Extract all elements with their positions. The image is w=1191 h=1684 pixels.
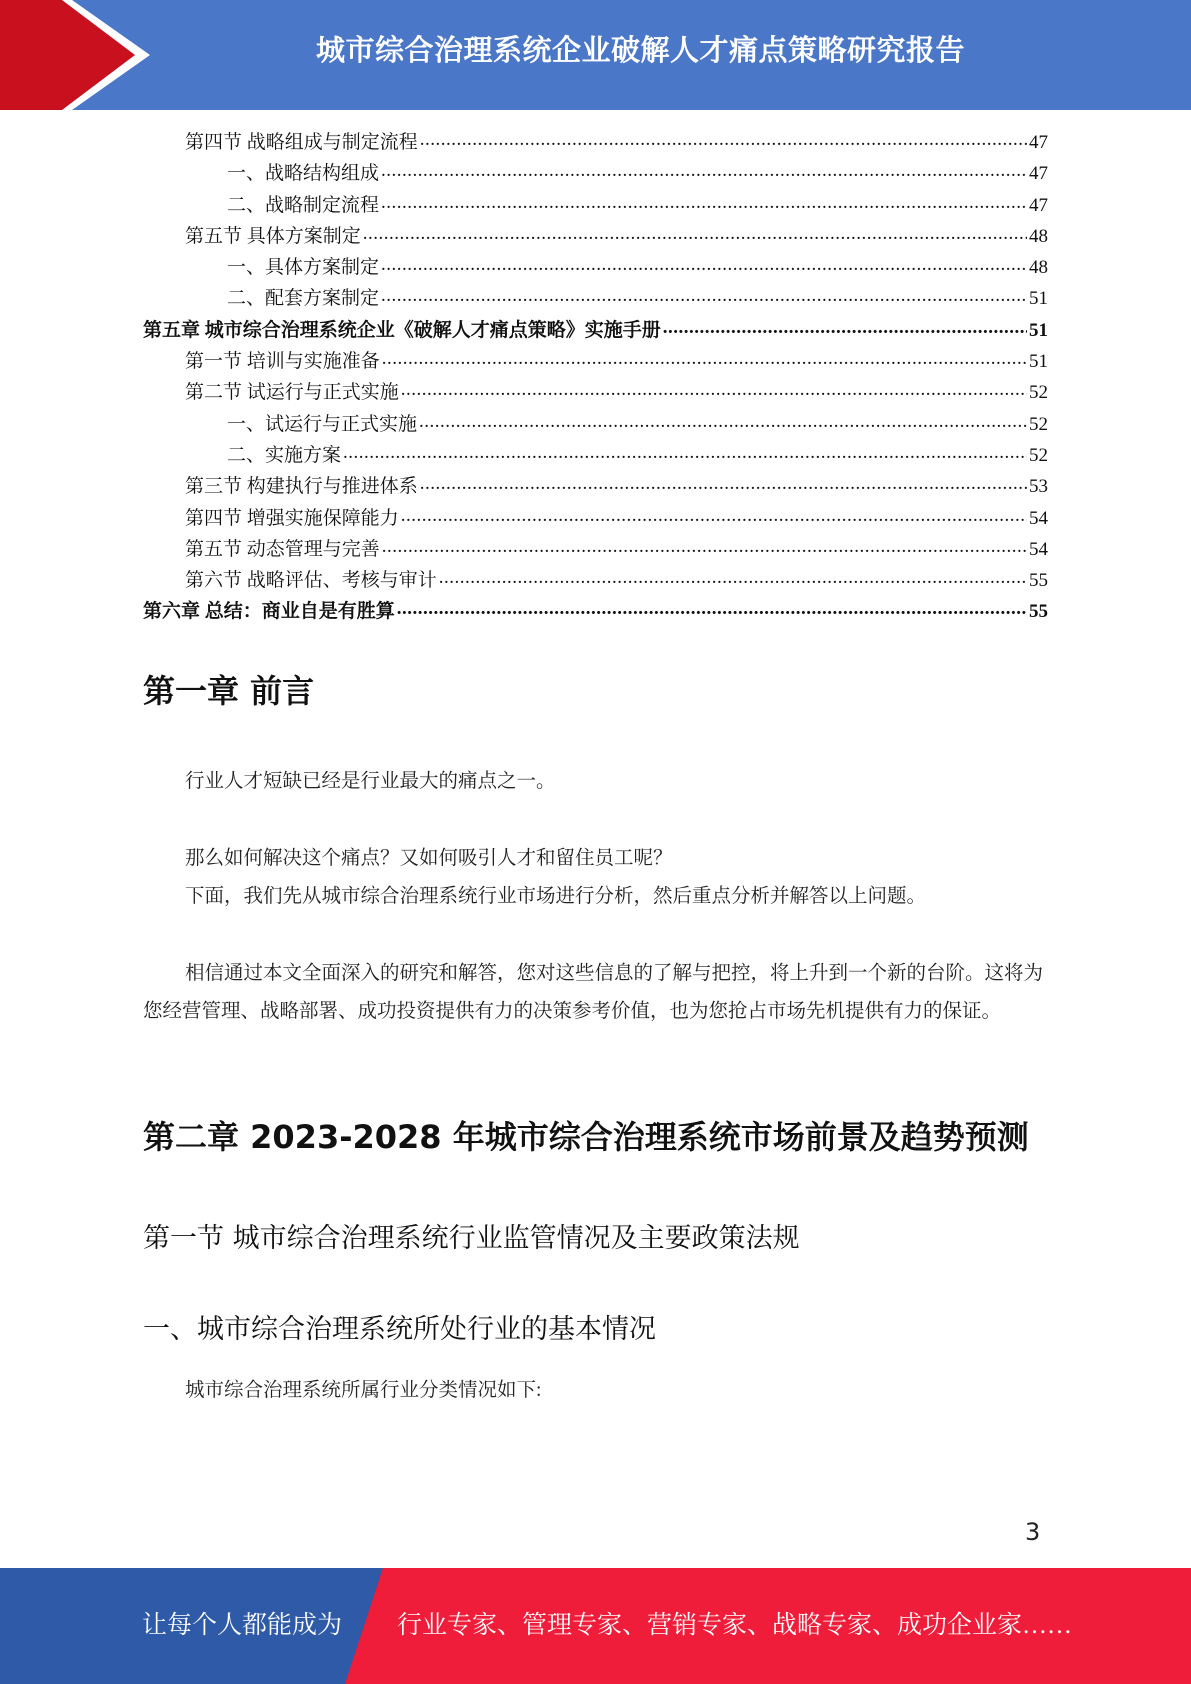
toc-entry-title: 第一节 培训与实施准备 [185, 351, 380, 373]
toc-entry[interactable] [143, 346, 1048, 377]
toc-dot-leader [381, 187, 1027, 218]
toc-entry[interactable] [143, 440, 1048, 471]
chapter-1-paragraph-4: 相信通过本文全面深入的研究和解答，您对这些信息的了解与把控，将上升到一个新的台阶。这将为您经营管理、战略部署、成功投资提供有力的决策参考价值，也为您抢占市场先机提供有力的保证。 [143, 963, 1044, 1022]
toc-entry[interactable] [143, 409, 1048, 440]
toc-entry-title: 第五章 城市综合治理系统企业《破解人才痛点策略》实施手册 [143, 319, 661, 341]
chapter-1-paragraph-1: 行业人才短缺已经是行业最大的痛点之一。 [185, 771, 556, 792]
toc-entry-title: 第二节 试运行与正式实施 [185, 382, 399, 404]
toc-entry[interactable] [143, 596, 1048, 627]
chapter-2-paragraph-1: 城市综合治理系统所属行业分类情况如下: [185, 1380, 542, 1401]
table-of-contents [143, 127, 1048, 628]
toc-entry[interactable] [143, 377, 1048, 408]
toc-entry[interactable] [143, 503, 1048, 534]
toc-entry-page-number: 52 [1029, 382, 1048, 404]
toc-dot-leader [439, 562, 1027, 593]
toc-entry-page-number: 48 [1029, 257, 1048, 279]
chevron-arrow-icon [0, 0, 150, 110]
toc-entry-page-number: 47 [1029, 163, 1048, 185]
toc-entry-title: 第四节 战略组成与制定流程 [185, 132, 418, 153]
report-title: 城市综合治理系统企业破解人才痛点策略研究报告 [315, 33, 965, 67]
toc-entry-page-number: 51 [1029, 319, 1048, 341]
toc-entry[interactable] [143, 190, 1048, 221]
footer-slogan-left: 让每个人都能成为 [142, 1612, 343, 1639]
toc-entry[interactable] [143, 221, 1048, 252]
chapter-1-paragraph-2: 那么如何解决这个痛点？又如何吸引人才和留住员工呢？ [185, 848, 673, 869]
toc-entry-page-number: 54 [1029, 538, 1048, 560]
toc-entry-title: 一、具体方案制定 [227, 257, 380, 279]
chapter-1-paragraph-3: 下面，我们先从城市综合治理系统行业市场进行分析，然后重点分析并解答以上问题。 [185, 886, 927, 907]
toc-entry-page-number: 55 [1029, 601, 1048, 623]
chapter-2-heading: 第二章 2023-2028 年城市综合治理系统市场前景及趋势预测 [143, 1118, 1029, 1156]
toc-entry[interactable] [143, 315, 1048, 346]
toc-dot-leader [419, 406, 1027, 437]
toc-entry-page-number: 47 [1029, 194, 1048, 216]
toc-entry-page-number: 52 [1029, 413, 1048, 435]
toc-entry-title: 二、实施方案 [227, 444, 342, 466]
toc-dot-leader [401, 500, 1027, 531]
section-1-heading: 第一节 城市综合治理系统行业监管情况及主要政策法规 [143, 1223, 800, 1254]
toc-dot-leader [663, 312, 1027, 343]
toc-entry[interactable] [143, 565, 1048, 596]
toc-entry-page-number: 54 [1029, 507, 1048, 529]
toc-entry-title: 第五节 动态管理与完善 [185, 538, 380, 560]
toc-dot-leader [382, 343, 1027, 374]
toc-dot-leader [381, 280, 1027, 311]
toc-entry[interactable] [143, 534, 1048, 565]
toc-entry-title: 第五节 具体方案制定 [185, 225, 361, 247]
toc-dot-leader [382, 531, 1027, 562]
toc-entry-page-number: 51 [1029, 288, 1048, 310]
toc-entry-title: 二、配套方案制定 [227, 288, 380, 310]
toc-entry-page-number: 47 [1029, 132, 1048, 153]
subsection-1-heading: 一、城市综合治理系统所处行业的基本情况 [143, 1314, 656, 1345]
toc-dot-leader [363, 218, 1027, 249]
toc-entry-title: 二、战略制定流程 [227, 194, 380, 216]
toc-entry[interactable] [143, 252, 1048, 283]
chapter-1-heading: 第一章 前言 [143, 672, 315, 710]
toc-entry[interactable] [143, 471, 1048, 502]
toc-dot-leader [381, 249, 1027, 280]
toc-dot-leader [343, 437, 1027, 468]
toc-dot-leader [420, 468, 1027, 499]
header-banner [0, 0, 1191, 110]
toc-entry-title: 第六章 总结：商业自是有胜算 [143, 601, 395, 623]
toc-entry[interactable] [143, 127, 1048, 158]
toc-dot-leader [381, 155, 1027, 186]
toc-entry-page-number: 51 [1029, 351, 1048, 373]
footer-banner [0, 1568, 1191, 1684]
toc-dot-leader [397, 593, 1027, 624]
toc-entry[interactable] [143, 158, 1048, 189]
toc-entry-page-number: 53 [1029, 476, 1048, 498]
toc-entry-title: 第三节 构建执行与推进体系 [185, 476, 418, 498]
toc-entry-page-number: 55 [1029, 570, 1048, 592]
toc-entry-title: 一、试运行与正式实施 [227, 413, 418, 435]
page-number: 3 [1025, 1518, 1041, 1546]
toc-entry-page-number: 52 [1029, 444, 1048, 466]
toc-entry-page-number: 48 [1029, 225, 1048, 247]
toc-entry[interactable] [143, 283, 1048, 314]
toc-entry-title: 第四节 增强实施保障能力 [185, 507, 399, 529]
toc-entry-title: 一、战略结构组成 [227, 163, 380, 185]
toc-entry-title: 第六节 战略评估、考核与审计 [185, 570, 437, 592]
toc-dot-leader [420, 124, 1027, 155]
toc-dot-leader [401, 374, 1027, 405]
footer-slogan-right: 行业专家、管理专家、营销专家、战略专家、成功企业家…… [397, 1612, 1073, 1639]
